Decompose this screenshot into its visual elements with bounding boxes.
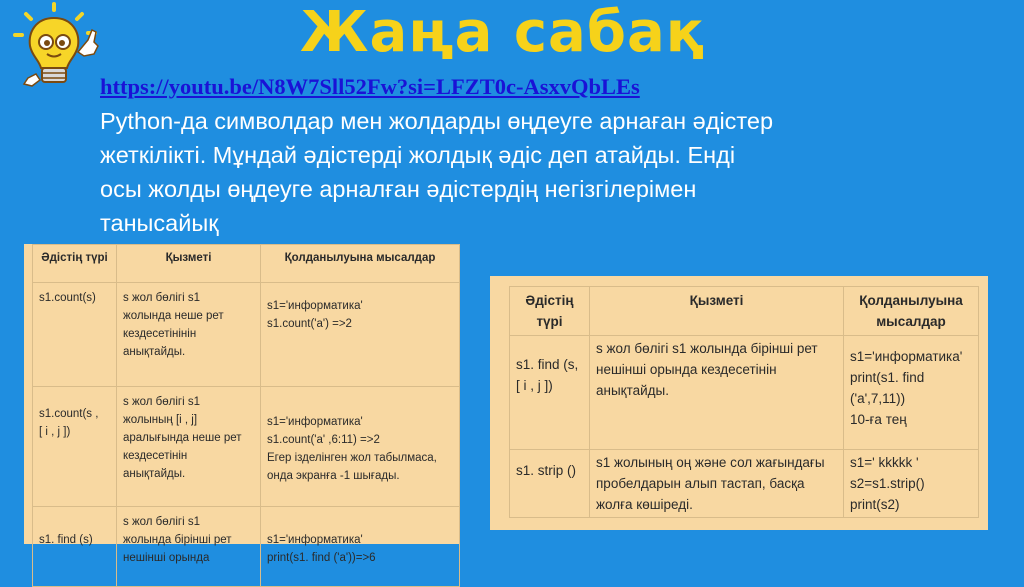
methods-table-left-card: [24, 244, 460, 564]
cell-line: s жол бөлігі s1: [123, 396, 201, 408]
cell-line: print(s1. find ('a'))=>6: [267, 552, 376, 564]
table-row: [510, 336, 979, 450]
table-row: [33, 507, 460, 587]
intro-line: Python-да символдар мен жолдарды өңдеуге арнаған әдістер: [100, 108, 774, 134]
header-examples: Қолданылуына мысалдар: [261, 245, 460, 283]
cell-line: print(s2): [850, 497, 900, 512]
cell-line: s1='информатика': [850, 349, 963, 364]
slide-title: Жаңа сабақ: [300, 0, 705, 65]
cell-line: кездесетінінін: [123, 328, 197, 340]
cell-line: s1.count(s ,: [39, 408, 99, 420]
header-method-type: Әдістің түрі: [510, 287, 590, 336]
example-cell: [261, 387, 460, 507]
cell-line: жолға көшіреді.: [596, 497, 693, 512]
example-cell: [844, 336, 979, 450]
method-cell: [510, 336, 590, 450]
cell-line: пробелдарын алып тастап, басқа: [596, 476, 805, 491]
cell-line: print(s1. find: [850, 370, 925, 385]
cell-line: s жол бөлігі s1 жолында бірінші рет: [596, 341, 818, 356]
header-function: Қызметі: [117, 245, 261, 283]
example-cell: [844, 450, 979, 518]
cell-line: кездесетінін: [123, 450, 188, 462]
header-function: Қызметі: [590, 287, 844, 336]
cell-line: s1=' kkkkk ': [850, 455, 919, 470]
cell-line: нешінші орында кездесетінін: [596, 362, 777, 377]
methods-table-left: [32, 244, 460, 587]
header-examples: Қолданылуына мысалдар: [844, 287, 979, 336]
cell-line: анықтайды.: [123, 468, 186, 480]
table-row: [510, 450, 979, 518]
cell-line: s1.count('a') =>2: [267, 318, 352, 330]
cell-line: s1. find (s,: [516, 357, 579, 372]
cell-line: s жол бөлігі s1: [123, 292, 201, 304]
cell-line: аралығында неше рет: [123, 432, 242, 444]
cell-line: анықтайды.: [596, 383, 669, 398]
cell-line: жолының [i , j]: [123, 414, 198, 426]
table-header-row: [510, 287, 979, 336]
function-cell: [590, 336, 844, 450]
methods-table-right: [509, 286, 979, 518]
example-cell: [261, 283, 460, 387]
method-cell: s1.count(s): [33, 283, 117, 387]
youtube-link[interactable]: https://youtu.be/N8W7Sll52Fw?si=LFZT0c-AsxvQbLEs: [100, 74, 640, 99]
cell-line: онда экранға -1 шығады.: [267, 470, 400, 482]
methods-table-right-card: [490, 276, 988, 530]
method-cell: [33, 387, 117, 507]
intro-line: танысайық: [100, 210, 219, 236]
intro-paragraph: [100, 104, 960, 240]
cell-line: жолында неше рет: [123, 310, 224, 322]
cell-line: s1='информатика': [267, 416, 363, 428]
intro-line: осы жолды өңдеуге арналған әдістердің негізгілерімен: [100, 176, 697, 202]
table-header-row: [33, 245, 460, 283]
cell-line: s1.count('a' ,6:11) =>2: [267, 434, 380, 446]
cell-line: s жол бөлігі s1: [123, 516, 201, 528]
cell-line: жолында бірінші рет: [123, 534, 232, 546]
cell-line: [ i , j ]): [516, 378, 553, 393]
cell-line: Егер ізделінген жол табылмаса,: [267, 452, 437, 464]
cell-line: s1='информатика': [267, 300, 363, 312]
function-cell: [590, 450, 844, 518]
function-cell: [117, 507, 261, 587]
cell-line: s2=s1.strip(): [850, 476, 925, 491]
table-row: [33, 387, 460, 507]
cell-line: [ i , j ]): [39, 426, 71, 438]
cell-line: s1='информатика': [267, 534, 363, 546]
cell-line: s1 жолының оң және сол жағындағы: [596, 455, 825, 470]
method-cell: s1. find (s): [33, 507, 117, 587]
function-cell: [117, 283, 261, 387]
cell-line: ('a',7,11)): [850, 391, 906, 406]
cell-line: нешінші орында: [123, 552, 210, 564]
lightbulb-mascot-icon: [6, 2, 102, 94]
function-cell: [117, 387, 261, 507]
cell-line: 10-ға тең: [850, 412, 907, 427]
example-cell: [261, 507, 460, 587]
table-row: [33, 283, 460, 387]
cell-line: анықтайды.: [123, 346, 186, 358]
header-method-type: Әдістің түрі: [33, 245, 117, 283]
intro-line: жеткілікті. Мұндай әдістерді жолдық әдіс деп атайды. Енді: [100, 142, 736, 168]
method-cell: s1. strip (): [510, 450, 590, 518]
